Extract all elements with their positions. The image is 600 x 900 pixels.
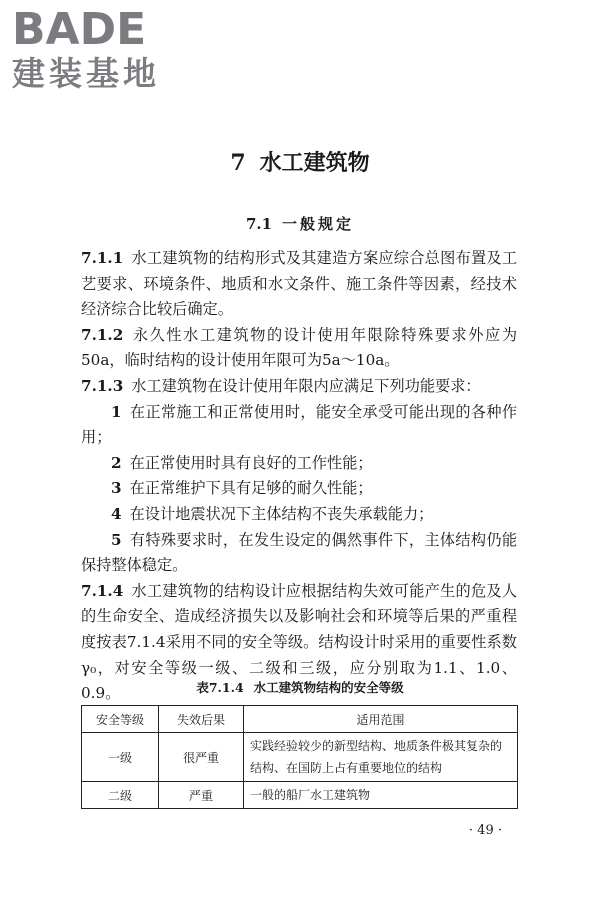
- clause-text: 水工建筑物的结构形式及其建造方案应综合总图布置及工艺要求、环境条件、地质和水文条件、施工条件等因素，经技术经济综合比较后确定。: [81, 249, 517, 319]
- cell-scope: 一般的船厂水工建筑物: [244, 782, 518, 809]
- requirement-number: 3: [111, 479, 122, 498]
- clause-number: 7.1.1: [81, 249, 124, 267]
- page-number: · 49 ·: [468, 823, 502, 838]
- table-row: [82, 782, 518, 809]
- clause-number: 7.1.4: [81, 581, 124, 600]
- clause-number: 7.1.3: [81, 376, 124, 395]
- requirement-text: 在正常维护下具有足够的耐久性能；: [129, 479, 373, 498]
- requirement-item: [81, 476, 517, 502]
- clause-7-1-1: [81, 246, 517, 323]
- requirement-number: 5: [111, 530, 122, 549]
- chapter-number: 7: [230, 150, 246, 176]
- requirement-text: 在正常施工和正常使用时，能安全承受可能出现的各种作用；: [81, 402, 517, 447]
- requirement-item: [81, 451, 517, 477]
- requirement-number: 4: [111, 504, 122, 523]
- requirement-item: [81, 528, 517, 579]
- header-grade: 安全等级: [82, 706, 159, 733]
- table-caption: [0, 678, 600, 696]
- header-consequence: 失效后果: [159, 706, 244, 733]
- requirement-number: 2: [111, 453, 122, 472]
- clause-7-1-2: [81, 323, 517, 374]
- requirement-item: [81, 502, 517, 528]
- section-number: 7.1: [245, 215, 273, 233]
- clause-number: 7.1.2: [81, 325, 124, 344]
- requirement-number: 1: [111, 402, 122, 421]
- chapter-title-text: 水工建筑物: [259, 150, 370, 176]
- clause-text: 水工建筑物的结构设计应根据结构失效可能产生的危及人的生命安全、造成经济损失以及影响社会和环境等后果的严重程度按表7.1.4采用不同的安全等级。结构设计时采用的重要性系数γ₀，对安全等级一级、二级和三级，应分别取为1.1、1.0、0.9。: [81, 581, 517, 703]
- clause-text: 永久性水工建筑物的设计使用年限除特殊要求外应为50a，临时结构的设计使用年限可为5a～10a。: [81, 325, 517, 370]
- logo-wordmark: BADE: [12, 4, 147, 55]
- clause-text: 水工建筑物在设计使用年限内应满足下列功能要求：: [131, 376, 481, 395]
- bade-logo: [12, 6, 182, 94]
- cell-grade: 二级: [82, 782, 159, 809]
- cell-grade: 一级: [82, 733, 159, 782]
- table-title-text: 水工建筑物结构的安全等级: [253, 680, 404, 695]
- requirement-text: 在正常使用时具有良好的工作性能；: [129, 453, 373, 472]
- chapter-title: [0, 146, 600, 177]
- safety-grade-table: [81, 705, 518, 809]
- section-title: [0, 213, 600, 234]
- table-header-row: [82, 706, 518, 733]
- section-title-text: 一般规定: [282, 215, 355, 233]
- requirement-text: 有特殊要求时，在发生设定的偶然事件下，主体结构仍能保持整体稳定。: [81, 530, 517, 575]
- table-row: [82, 733, 518, 782]
- clause-7-1-3: [81, 374, 517, 400]
- cell-consequence: 很严重: [159, 733, 244, 782]
- body-text: [81, 246, 517, 707]
- logo-subtitle: 建装基地: [12, 54, 160, 93]
- requirement-text: 在设计地震状况下主体结构不丧失承载能力；: [129, 504, 434, 523]
- requirement-item: [81, 400, 517, 451]
- cell-consequence: 严重: [159, 782, 244, 809]
- cell-scope: 实践经验较少的新型结构、地质条件极其复杂的结构、在国防上占有重要地位的结构: [244, 733, 518, 782]
- table-number: 表7.1.4: [196, 680, 244, 695]
- header-scope: 适用范围: [244, 706, 518, 733]
